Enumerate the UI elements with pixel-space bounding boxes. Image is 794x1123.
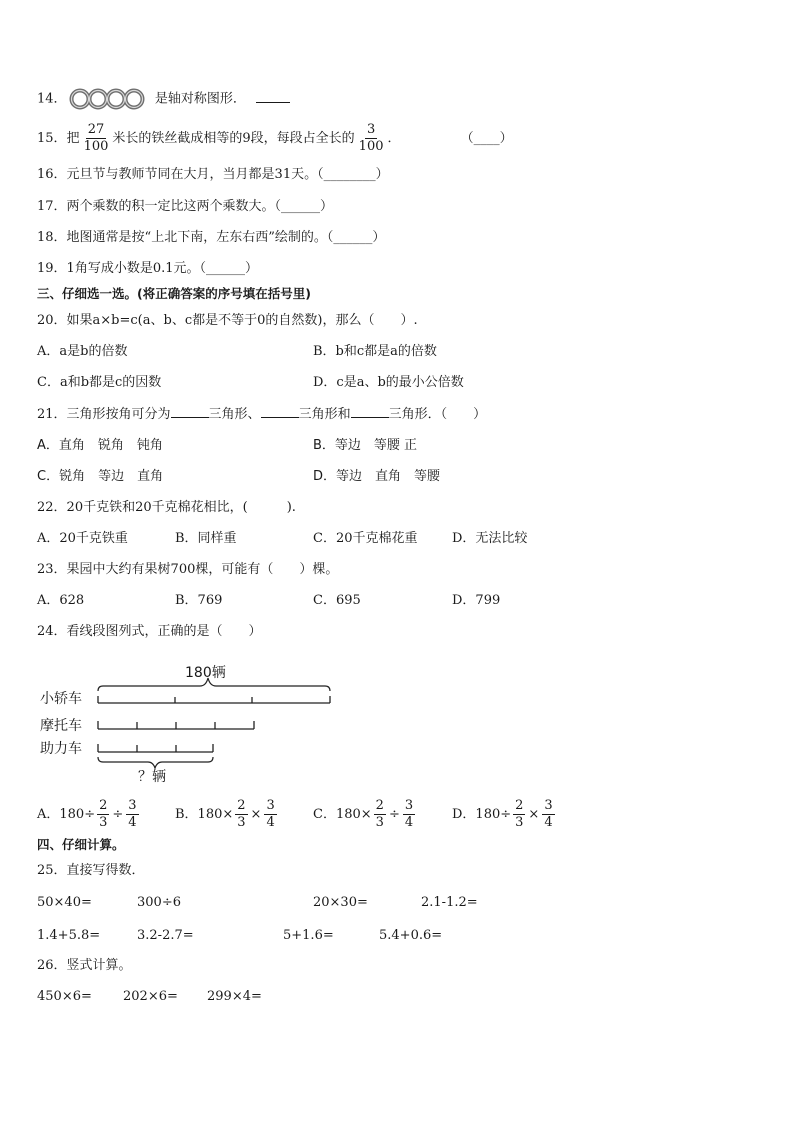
option-d[interactable]: D．c是a、b的最小公倍数 bbox=[313, 375, 464, 390]
calc-item: 20×30= bbox=[313, 895, 368, 910]
fraction bbox=[374, 798, 386, 831]
option-a[interactable]: A．628 bbox=[37, 593, 85, 608]
question-22: 22．20千克铁和20千克棉花相比，( ). bbox=[37, 500, 296, 515]
calc-item: 1.4+5.8= bbox=[37, 928, 101, 943]
question-23: 23．果园中大约有果树700棵，可能有（ ）棵。 bbox=[37, 562, 339, 577]
question-17: 17．两个乘数的积一定比这两个乘数大。（______） bbox=[37, 199, 334, 214]
answer-blank[interactable] bbox=[171, 405, 209, 418]
option-c[interactable]: C．20千克棉花重 bbox=[313, 531, 418, 546]
question-number: 14． bbox=[37, 91, 67, 107]
operator: × bbox=[528, 807, 540, 822]
fraction bbox=[357, 122, 386, 155]
fraction-numerator: 2 bbox=[515, 798, 524, 813]
question-text: 把 bbox=[66, 131, 80, 146]
fraction bbox=[542, 798, 554, 831]
question-text: 三角形和 bbox=[298, 407, 351, 422]
section-4-heading: 四、仔细计算。 bbox=[37, 837, 125, 852]
calc-item: 450×6= bbox=[37, 989, 92, 1004]
option-b[interactable]: B．同样重 bbox=[175, 531, 237, 546]
calc-item: 300÷6 bbox=[137, 895, 181, 910]
question-number: 15． bbox=[37, 131, 67, 146]
option-c[interactable]: C．锐角 等边 直角 bbox=[37, 469, 164, 484]
option-c[interactable]: C．a和b都是c的因数 bbox=[37, 375, 162, 390]
section-3-heading: 三、仔细选一选。(将正确答案的序号填在括号里) bbox=[37, 286, 311, 301]
segment-lines bbox=[40, 658, 340, 788]
option-label: B．180× bbox=[175, 807, 234, 822]
row-label-motorcycle: 摩托车 bbox=[40, 718, 82, 734]
option-label: C．180× bbox=[313, 807, 372, 822]
fraction-numerator: 2 bbox=[375, 798, 384, 813]
option-b[interactable]: B．等边 等腰 正 bbox=[313, 438, 418, 453]
total-label: 180辆 bbox=[185, 665, 226, 681]
question-text: 是轴对称图形． bbox=[154, 91, 246, 107]
fraction-numerator: 27 bbox=[87, 122, 105, 137]
fraction-denominator: 3 bbox=[375, 815, 384, 830]
calc-item: 202×6= bbox=[123, 989, 178, 1004]
operator: ÷ bbox=[112, 807, 124, 822]
question-20: 20．如果a×b=c(a、b、c都是不等于0的自然数)，那么（ ）. bbox=[37, 313, 418, 328]
fraction-numerator: 3 bbox=[544, 798, 553, 813]
fraction-numerator: 2 bbox=[99, 798, 108, 813]
calc-item: 299×4= bbox=[207, 989, 262, 1004]
question-16: 16．元旦节与教师节同在大月，当月都是31天。（________） bbox=[37, 167, 389, 182]
fraction-denominator: 4 bbox=[404, 815, 414, 830]
fraction-denominator: 4 bbox=[544, 815, 553, 830]
fraction-numerator: 3 bbox=[366, 122, 376, 137]
calc-item: 2.1-1.2= bbox=[421, 895, 478, 910]
option-label: D．180÷ bbox=[452, 807, 512, 822]
calc-item: 50×40= bbox=[37, 895, 92, 910]
option-d[interactable]: D．799 bbox=[452, 593, 501, 608]
question-24: 24．看线段图列式，正确的是（ ） bbox=[37, 624, 262, 639]
question-18: 18．地图通常是按“上北下南，左东右西”绘制的。（______） bbox=[37, 230, 386, 245]
option-label: A．180÷ bbox=[37, 807, 96, 822]
question-19: 19．1角写成小数是0.1元。（______） bbox=[37, 261, 258, 276]
calc-item: 3.2-2.7= bbox=[137, 928, 194, 943]
olympic-rings-icon bbox=[67, 88, 151, 110]
question-14 bbox=[37, 88, 290, 110]
fraction bbox=[513, 798, 525, 831]
fraction-denominator: 100 bbox=[83, 139, 109, 154]
answer-paren[interactable]: （____） bbox=[460, 131, 513, 146]
fraction-denominator: 100 bbox=[358, 139, 384, 154]
operator: × bbox=[250, 807, 262, 822]
option-d[interactable]: D．等边 直角 等腰 bbox=[313, 469, 441, 484]
operator: ÷ bbox=[388, 807, 400, 822]
fraction bbox=[97, 798, 109, 831]
fraction bbox=[82, 122, 111, 155]
question-text: 三角形、 bbox=[208, 407, 261, 422]
fraction-denominator: 3 bbox=[99, 815, 108, 830]
row-label-car: 小轿车 bbox=[40, 691, 82, 707]
answer-blank[interactable] bbox=[261, 405, 299, 418]
question-label: ？辆 bbox=[138, 769, 166, 785]
question-text: 三角形．（ ） bbox=[388, 407, 487, 422]
option-d[interactable]: D．无法比较 bbox=[452, 531, 528, 546]
fraction bbox=[403, 798, 415, 831]
fraction bbox=[264, 798, 276, 831]
answer-blank[interactable] bbox=[256, 90, 290, 103]
question-text: ． bbox=[387, 131, 401, 146]
fraction-denominator: 4 bbox=[128, 815, 137, 830]
fraction bbox=[126, 798, 138, 831]
option-c[interactable]: C．695 bbox=[313, 593, 361, 608]
fraction bbox=[235, 798, 247, 831]
option-a[interactable]: A．直角 锐角 钝角 bbox=[37, 438, 163, 453]
fraction-denominator: 3 bbox=[237, 815, 246, 830]
calc-item: 5+1.6= bbox=[283, 928, 334, 943]
option-a[interactable] bbox=[37, 798, 141, 831]
option-b[interactable]: B．b和c都是a的倍数 bbox=[313, 344, 437, 359]
question-26: 26．竖式计算。 bbox=[37, 958, 132, 973]
fraction-denominator: 4 bbox=[266, 815, 275, 830]
fraction-numerator: 3 bbox=[404, 798, 414, 813]
question-25: 25．直接写得数． bbox=[37, 863, 145, 878]
fraction-numerator: 3 bbox=[128, 798, 137, 813]
answer-blank[interactable] bbox=[351, 405, 389, 418]
option-c[interactable] bbox=[313, 798, 417, 831]
fraction-numerator: 2 bbox=[237, 798, 246, 813]
fraction-denominator: 3 bbox=[515, 815, 524, 830]
line-segment-diagram bbox=[40, 658, 340, 788]
fraction-numerator: 3 bbox=[266, 798, 275, 813]
question-15 bbox=[37, 122, 513, 155]
option-a[interactable]: A．20千克铁重 bbox=[37, 531, 128, 546]
option-d[interactable] bbox=[452, 798, 557, 831]
option-b[interactable] bbox=[175, 798, 279, 831]
option-b[interactable]: B．769 bbox=[175, 593, 223, 608]
option-a[interactable]: A．a是b的倍数 bbox=[37, 344, 128, 359]
calc-item: 5.4+0.6= bbox=[379, 928, 443, 943]
question-21 bbox=[37, 405, 486, 424]
row-label-moped: 助力车 bbox=[40, 741, 82, 757]
question-text: 21．三角形按角可分为 bbox=[37, 407, 171, 422]
question-text: 米长的铁丝截成相等的9段，每段占全长的 bbox=[112, 131, 355, 146]
